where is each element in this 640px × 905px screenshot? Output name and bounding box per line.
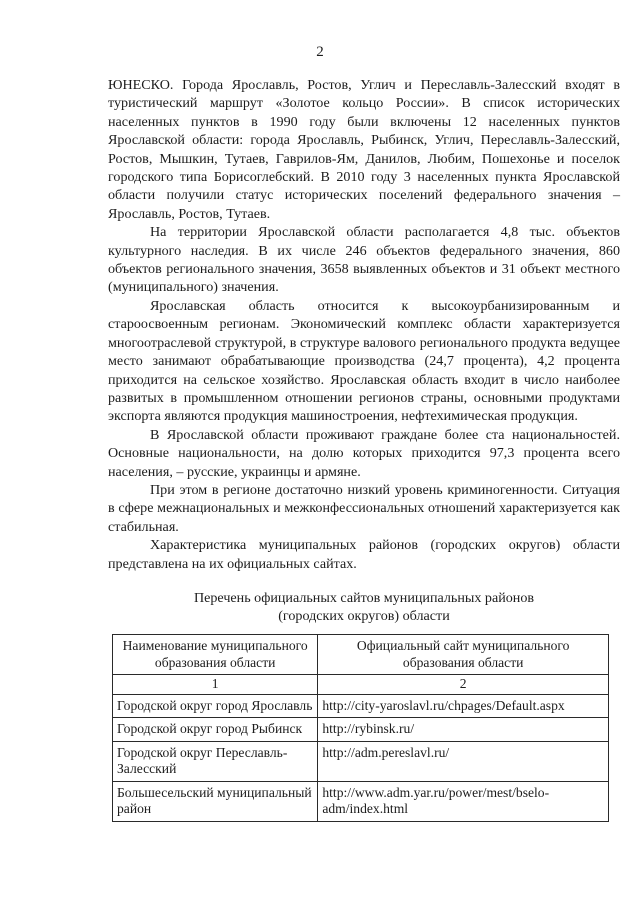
- body-text: [108, 76, 620, 573]
- table-title: [108, 589, 620, 626]
- paragraph-cultural-heritage: На территории Ярославской области располагается 4,8 тыс. объектов культурного наследия. В их числе 246 объектов федерального значения, 860 объектов регионального значения, 3658 выявленных объектов и 31 объект местного (муниципального) значения.: [108, 224, 620, 296]
- municipality-name-cell: Городской округ город Ярославль: [113, 694, 318, 718]
- paragraph-nationalities: В Ярославской области проживают граждане более ста национальностей. Основные национальности, на долю которых приходится 97,3 процента всего населения, – русские, украинцы и армяне.: [108, 426, 620, 480]
- table-header-row: [113, 635, 609, 675]
- column-number-2: 2: [318, 675, 609, 695]
- page-number: 2: [316, 44, 324, 60]
- header-municipality-name: Наименование муниципального образования области: [113, 635, 318, 675]
- paragraph-unesco-cities: ЮНЕСКО. Города Ярославль, Ростов, Углич и Переславль-Залесский входят в туристический маршрут «Золотое кольцо России». В список исторических населенных пунктов в 1990 году были включены 12 населенных пунктов Ярославской области: города Ярославль, Рыбинск, Углич, Переславль-Залесский, Ростов, Мышкин, Тутаев, Гаврилов-Ям, Данилов, Любим, Пошехонье и поселок городского типа Борисоглебский. В 2010 году 3 населенных пункта Ярославской области получили статус исторических поселений федерального значения – Ярославль, Ростов, Тутаев.: [108, 77, 620, 222]
- table-title-line-1: Перечень официальных сайтов муниципальных районов: [193, 590, 535, 606]
- paragraph-economy: Ярославская область относится к высокоурбанизированным и староосвоенным регионам. Экономический комплекс области характеризуется многоотраслевой структурой, в структуре валового регионального продукта ведущее место занимают обрабатывающие производства (24,7 процента), 4,2 процента приходится на сельское хозяйство. Ярославская область входит в число наиболее развитых в промышленном отношении регионов страны, основными продуктами экспорта являются продукция машиностроения, нефтехимическая продукция.: [108, 297, 620, 425]
- municipality-name-cell: Городской округ город Рыбинск: [113, 718, 318, 742]
- municipality-name-cell: Городской округ Переславль-Залесский: [113, 741, 318, 781]
- header-official-site: Официальный сайт муниципального образования области: [318, 635, 609, 675]
- site-url-cell: http://www.adm.yar.ru/power/mest/bselo-adm/index.html: [318, 781, 609, 821]
- official-sites-table: [112, 634, 609, 822]
- column-number-1: 1: [113, 675, 318, 695]
- table-row: [113, 718, 609, 742]
- table-row: [113, 781, 609, 821]
- site-url-cell: http://adm.pereslavl.ru/: [318, 741, 609, 781]
- table-title-line-2: (городских округов) области: [278, 608, 450, 625]
- site-url-cell: http://city-yaroslavl.ru/chpages/Default.aspx: [318, 694, 609, 718]
- column-number-row: [113, 675, 609, 695]
- paragraph-municipal-sites: Характеристика муниципальных районов (городских округов) области представлена на их официальных сайтах.: [108, 537, 620, 572]
- site-url-cell: http://rybinsk.ru/: [318, 718, 609, 742]
- municipality-name-cell: Большесельский муниципальный район: [113, 781, 318, 821]
- paragraph-criminogenic: При этом в регионе достаточно низкий уровень криминогенности. Ситуация в сфере межнациональных и межконфессиональных отношений характеризуется как стабильная.: [108, 481, 620, 535]
- table-row: [113, 741, 609, 781]
- table-row: [113, 694, 609, 718]
